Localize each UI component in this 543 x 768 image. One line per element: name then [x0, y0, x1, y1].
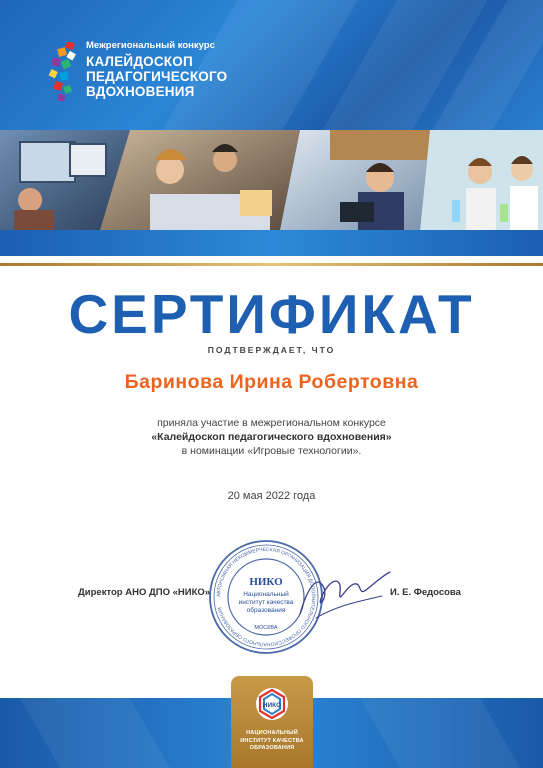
gold-divider — [0, 263, 543, 266]
badge-caption — [231, 730, 313, 753]
contest-title-line: ВДОХНОВЕНИЯ — [86, 84, 195, 99]
header-banner — [0, 0, 543, 130]
handwritten-signature — [296, 566, 392, 626]
participation-description — [0, 416, 543, 458]
niko-logo-icon — [254, 686, 290, 722]
recipient-name: Баринова Ирина Робертовна — [124, 371, 419, 393]
nomination-line: в номинации «Игровые технологии». — [181, 445, 362, 457]
niko-badge — [231, 676, 313, 768]
classroom-photos-image — [0, 130, 543, 230]
contest-name: «Калейдоскоп педагогического вдохновения» — [151, 431, 392, 443]
contest-title — [86, 54, 227, 99]
contest-title-line: КАЛЕЙДОСКОП — [86, 54, 193, 69]
badge-caption-line: НАЦИОНАЛЬНЫЙ — [246, 730, 298, 736]
kaleidoscope-logo-icon — [48, 42, 80, 102]
seal-title: НИКО — [249, 576, 283, 588]
certificate-title: СЕРТИФИКАТ — [68, 283, 475, 345]
seal-city: МОСКВА — [254, 625, 278, 631]
footer-facet — [14, 698, 176, 768]
signer-name: И. Е. Федосова — [390, 587, 461, 598]
contest-logo — [48, 40, 348, 110]
badge-caption-line: ОБРАЗОВАНИЯ — [249, 745, 295, 751]
badge-caption-line: ИНСТИТУТ КАЧЕСТВА — [240, 737, 304, 744]
badge-logo-text: НИКО — [262, 702, 282, 709]
contest-title-line: ПЕДАГОГИЧЕСКОГО — [86, 69, 228, 84]
seal-line: образования — [246, 607, 286, 614]
seal-line: институт качества — [238, 599, 294, 606]
director-title: Директор АНО ДПО «НИКО» — [78, 587, 211, 598]
seal-ring-text: АВТОНОМНАЯ НЕКОММЕРЧЕСКАЯ ОРГАНИЗАЦИЯ ДОПОЛНИТЕЛЬНОГО ПРОФЕССИОНАЛЬНОГО ОБРАЗОВАНИЯ — [215, 546, 317, 648]
description-line: приняла участие в межрегиональном конкурсе — [157, 417, 386, 429]
confirms-text: ПОДТВЕРЖДАЕТ, ЧТО — [207, 345, 336, 355]
issue-date: 20 мая 2022 года — [227, 490, 316, 502]
contest-subtitle: Межрегиональный конкурс — [86, 40, 215, 51]
footer-facet — [354, 698, 526, 768]
header-bottom-band — [0, 230, 543, 256]
classroom-photo-strip — [0, 130, 543, 230]
seal-line: Национальный — [243, 591, 289, 598]
